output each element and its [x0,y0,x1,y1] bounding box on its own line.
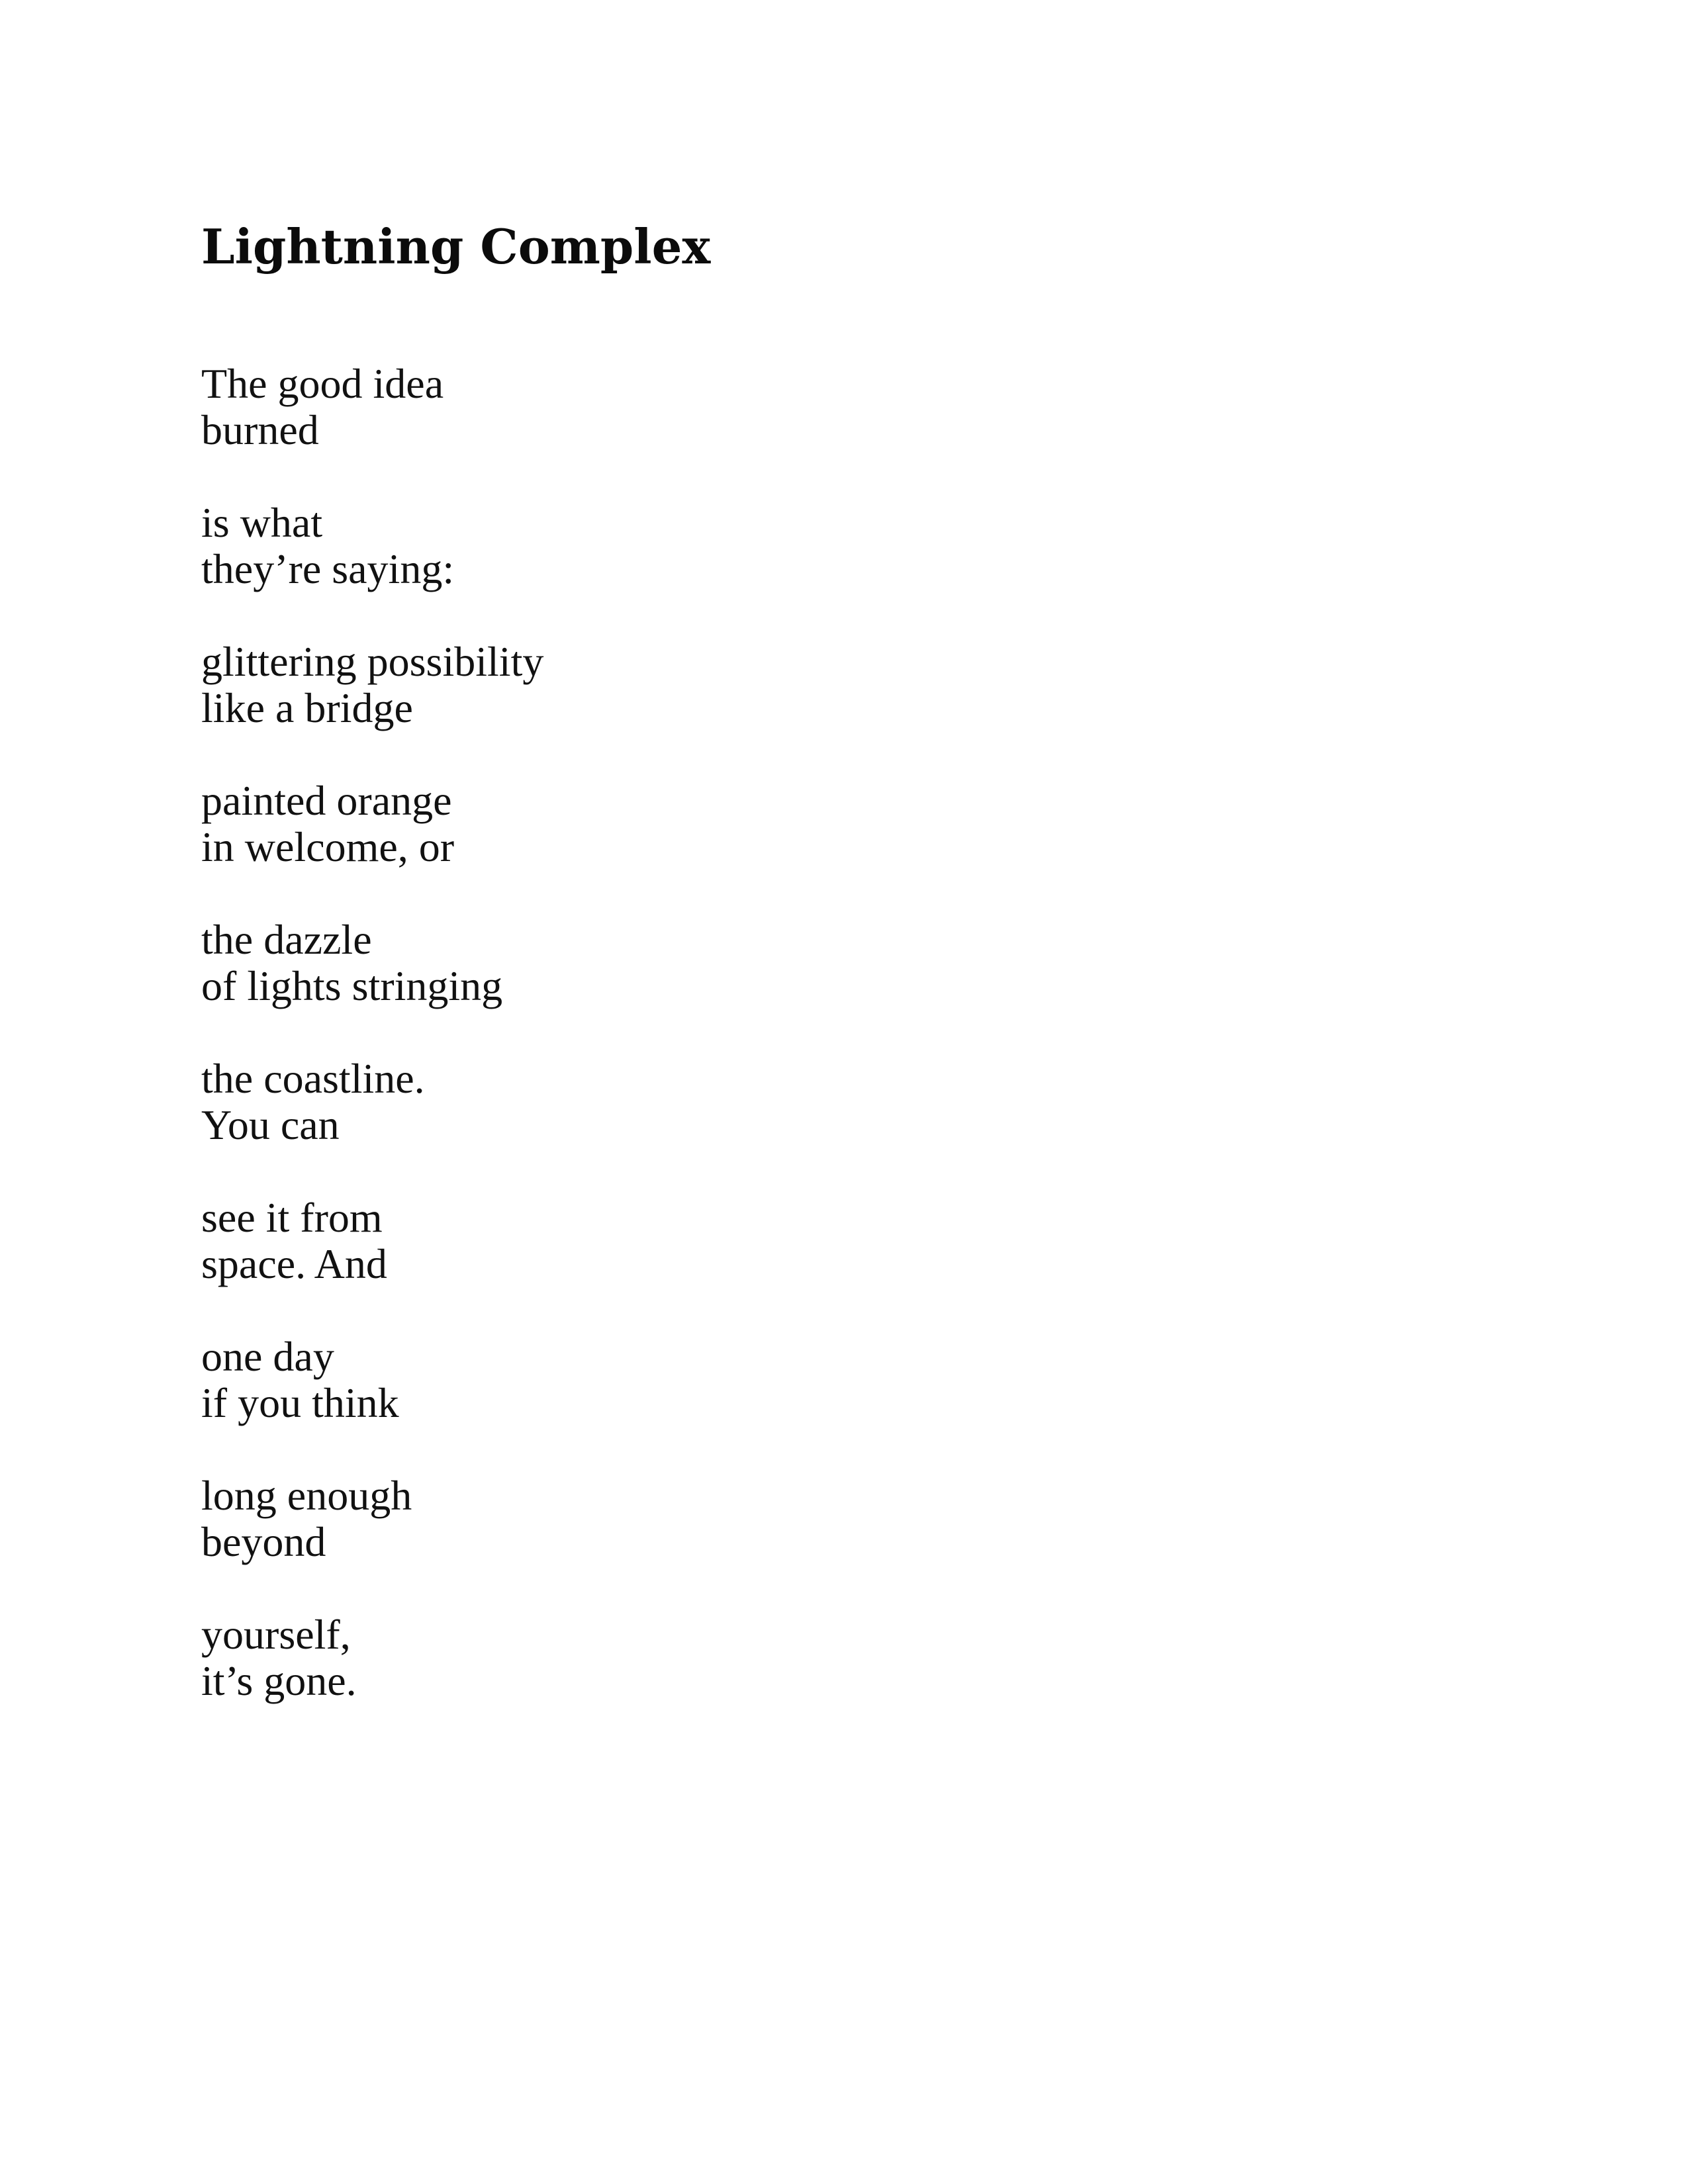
stanza [201,1195,1128,1287]
stanza [201,917,1128,1009]
poem-line: long enough [201,1472,412,1519]
poem-line: it’s gone. [201,1657,357,1704]
poem-line: glittering possibility [201,638,544,685]
poem-body [201,361,1128,1751]
poem-line: see it from [201,1194,383,1241]
poem-line: space. And [201,1240,387,1287]
stanza [201,639,1128,731]
poem-line: burned [201,406,319,453]
poem-line: yourself, [201,1611,351,1658]
stanza [201,1473,1128,1565]
poem-line: painted orange [201,777,452,824]
poem-line: beyond [201,1518,326,1565]
poem-line: in welcome, or [201,823,455,870]
stanza [201,361,1128,453]
poem-title: Lightning Complex [201,218,711,275]
stanza [201,1056,1128,1148]
poem-line: You can [201,1101,340,1148]
poem-line: one day [201,1333,334,1380]
poem-line: The good idea [201,360,444,407]
stanza [201,1612,1128,1704]
poem-line: like a bridge [201,684,413,731]
stanza [201,1334,1128,1426]
poem-line: the coastline. [201,1055,425,1102]
poem-line: they’re saying: [201,545,455,592]
poem-line: of lights stringing [201,962,503,1009]
stanza [201,500,1128,592]
poem-line: if you think [201,1379,399,1426]
poem-line: is what [201,499,323,546]
stanza [201,778,1128,870]
poem-line: the dazzle [201,916,372,963]
